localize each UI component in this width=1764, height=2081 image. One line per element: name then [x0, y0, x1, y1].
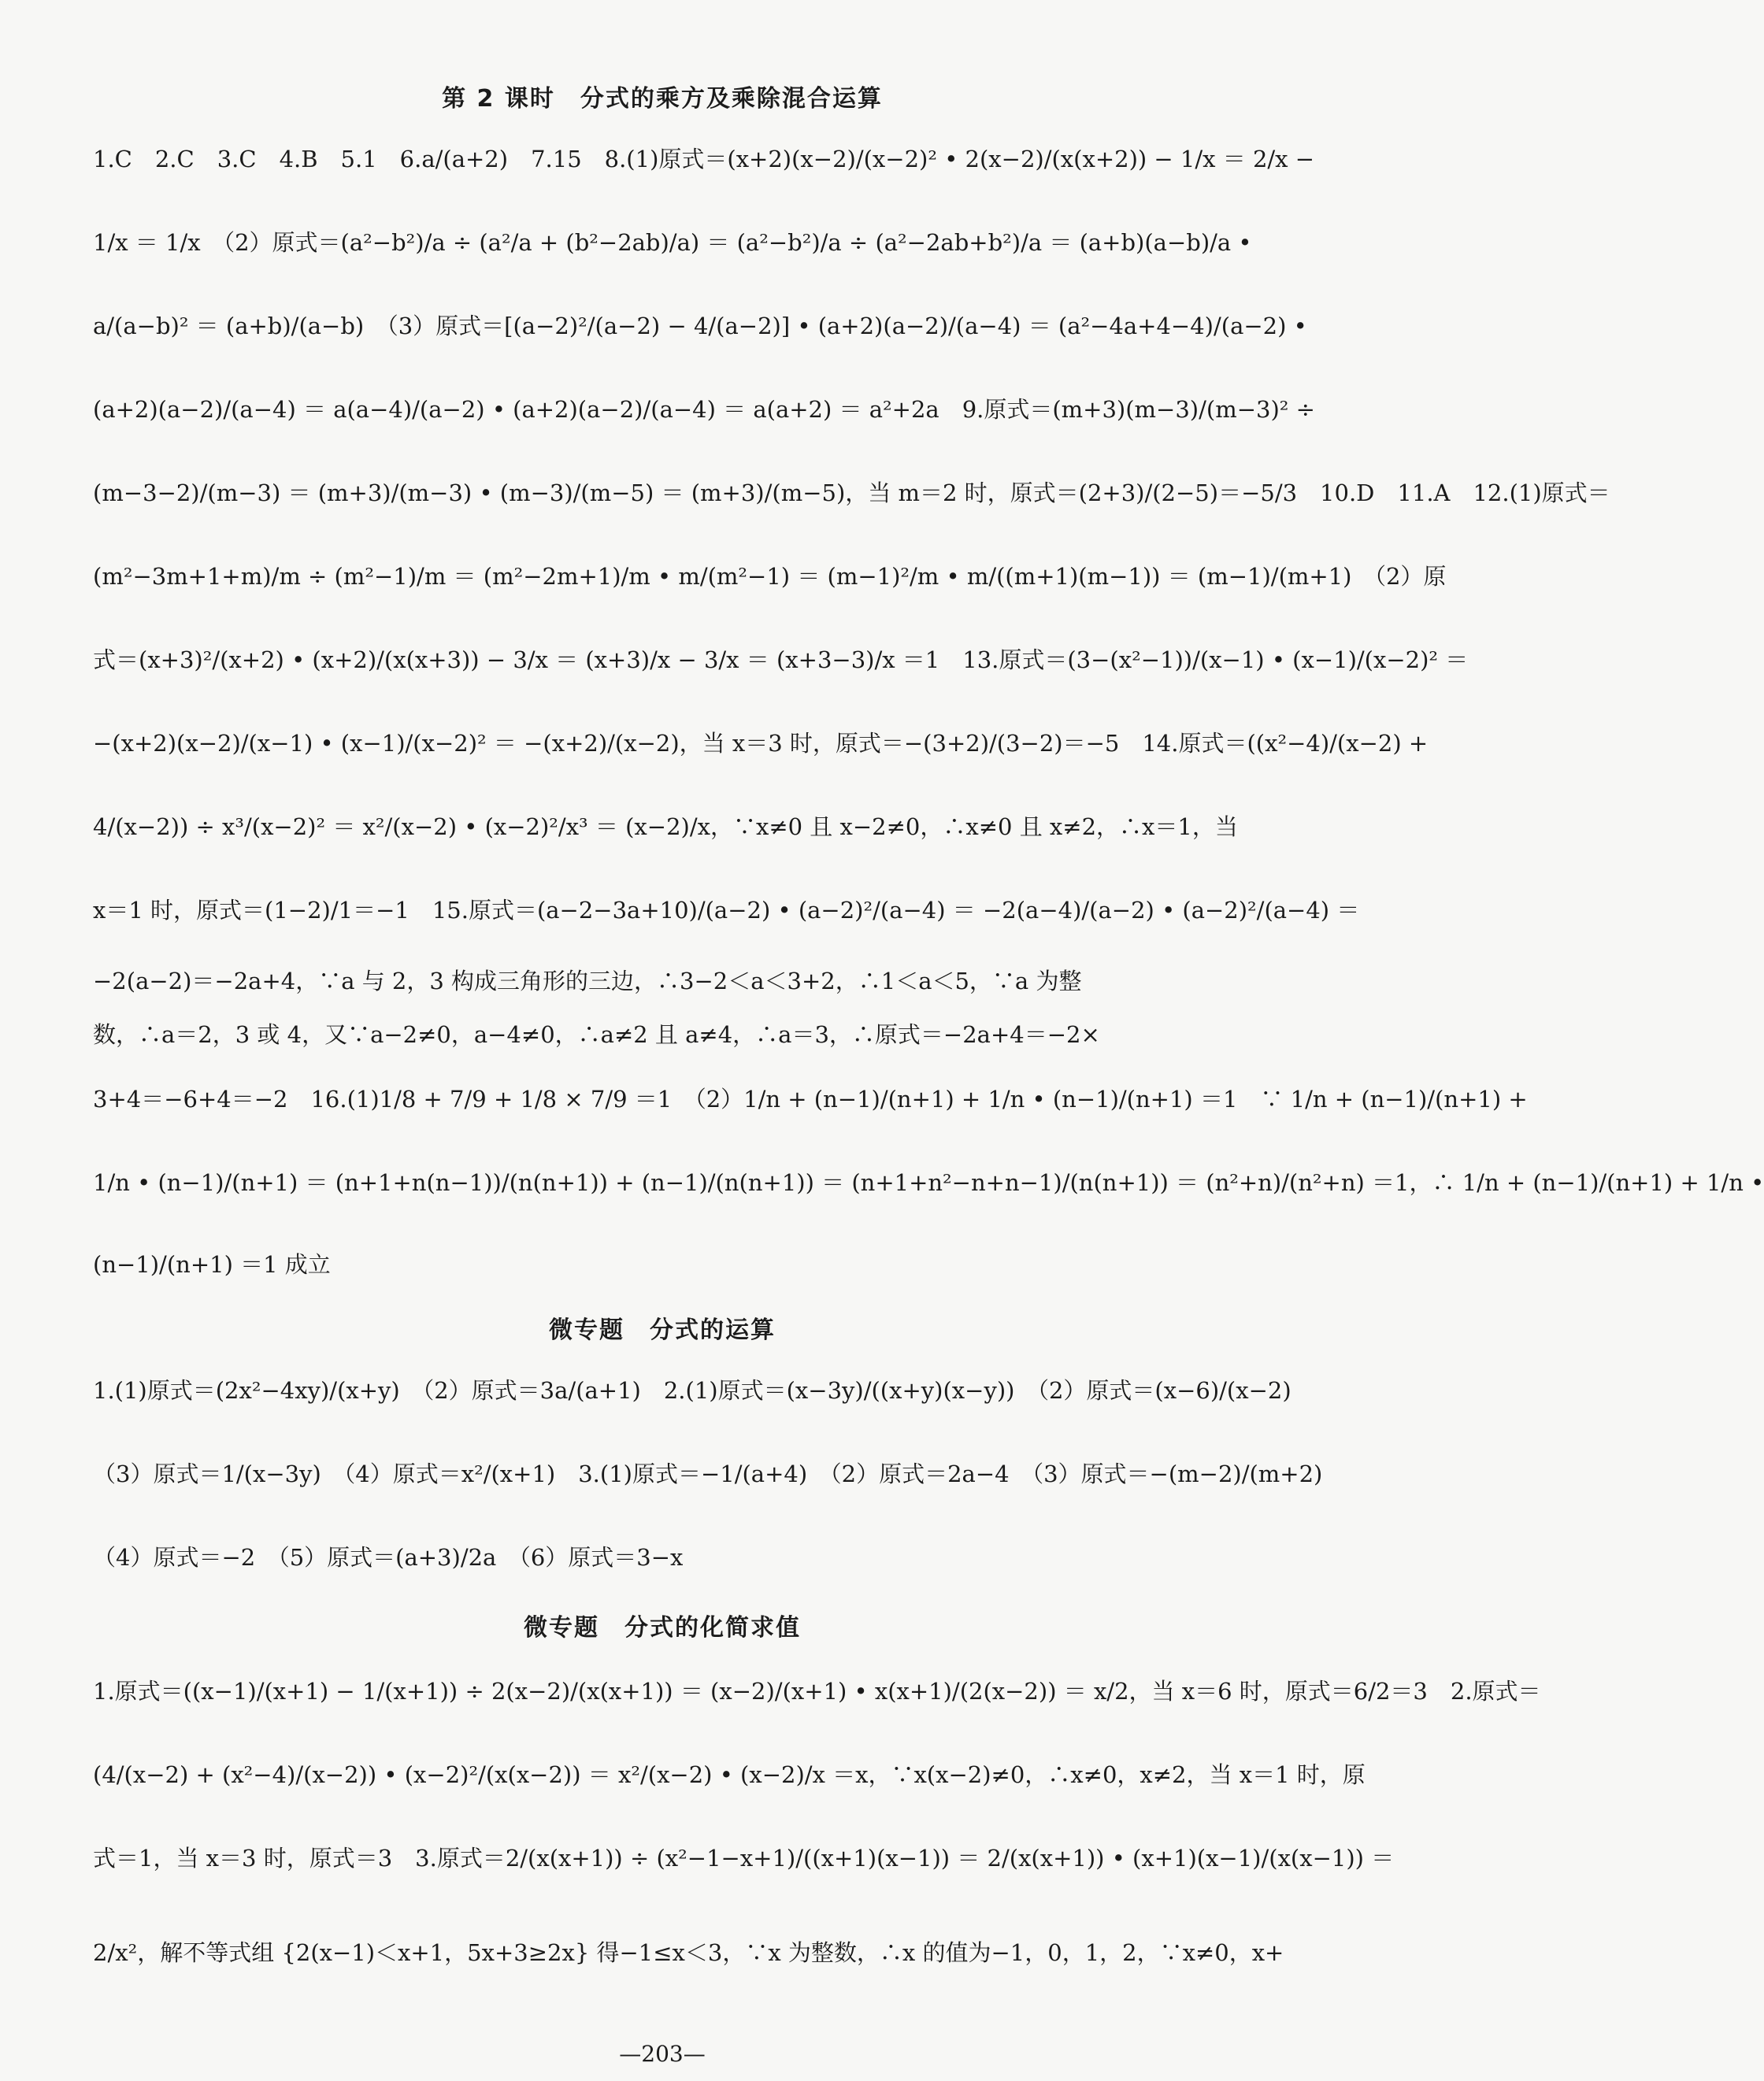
- section-title: 第 2 课时 分式的乘方及乘除混合运算: [442, 85, 883, 113]
- text-line: （3）原式＝1/(x−3y) （4）原式＝x²/(x+1) 3.(1)原式＝−1/(a+4) （2）原式＝2a−4 （3）原式＝−(m−2)/(m+2): [93, 1461, 1323, 1487]
- section-title: 微专题 分式的化简求值: [524, 1614, 801, 1642]
- text-line: 数，∴a＝2，3 或 4，又∵a−2≠0，a−4≠0，∴a≠2 且 a≠4，∴a＝3，∴原式＝−2a+4＝−2×: [93, 1021, 1100, 1048]
- text-line: 式＝(x+3)²/(x+2) • (x+2)/(x(x+3)) − 3/x ＝ (x+3)/x − 3/x ＝ (x+3−3)/x ＝1 13.原式＝(3−(x²−1))/(x−1) • (x−1)/(x−2)² ＝: [93, 646, 1469, 673]
- text-line: 式＝1，当 x＝3 时，原式＝3 3.原式＝2/(x(x+1)) ÷ (x²−1−x+1)/((x+1)(x−1)) ＝ 2/(x(x+1)) • (x+1)(x−1)/(x(x−1)) ＝: [93, 1845, 1395, 1872]
- text-line: 1/n • (n−1)/(n+1) ＝ (n+1+n(n−1))/(n(n+1)) + (n−1)/(n(n+1)) ＝ (n+1+n²−n+n−1)/(n(n+1)) ＝ (n²+n)/(n²+n) ＝1，∴ 1/n + (n−1)/(n+1) + 1/n •: [93, 1169, 1764, 1196]
- text-line: 1.C 2.C 3.C 4.B 5.1 6.a/(a+2) 7.15 8.(1)原式＝(x+2)(x−2)/(x−2)² • 2(x−2)/(x(x+2)) − 1/x ＝ 2/x −: [93, 146, 1315, 172]
- text-line: 4/(x−2)) ÷ x³/(x−2)² ＝ x²/(x−2) • (x−2)²/x³ ＝ (x−2)/x，∵x≠0 且 x−2≠0，∴x≠0 且 x≠2，∴x＝1，当: [93, 813, 1238, 840]
- section-title: 微专题 分式的运算: [549, 1316, 776, 1344]
- text-line: （4）原式＝−2 （5）原式＝(a+3)/2a （6）原式＝3−x: [93, 1544, 684, 1571]
- text-line: (a+2)(a−2)/(a−4) ＝ a(a−4)/(a−2) • (a+2)(a−2)/(a−4) ＝ a(a+2) ＝ a²+2a 9.原式＝(m+3)(m−3)/(m−3)² ÷: [93, 396, 1315, 423]
- text-line: a/(a−b)² ＝ (a+b)/(a−b) （3）原式＝[(a−2)²/(a−2) − 4/(a−2)] • (a+2)(a−2)/(a−4) ＝ (a²−4a+4−4)/(a−2) •: [93, 313, 1307, 339]
- text-line: (4/(x−2) + (x²−4)/(x−2)) • (x−2)²/(x(x−2)) ＝ x²/(x−2) • (x−2)/x ＝x，∵x(x−2)≠0，∴x≠0，x≠2，当 x＝1 时，原: [93, 1761, 1366, 1788]
- text-line: 1/x ＝ 1/x （2）原式＝(a²−b²)/a ÷ (a²/a + (b²−2ab)/a) ＝ (a²−b²)/a ÷ (a²−2ab+b²)/a ＝ (a+b)(a−b)/a •: [93, 229, 1252, 256]
- text-line: (n−1)/(n+1) ＝1 成立: [93, 1251, 331, 1278]
- text-line: −2(a−2)＝−2a+4，∵a 与 2，3 构成三角形的三边，∴3−2＜a＜3+2，∴1＜a＜5，∵a 为整: [93, 968, 1082, 994]
- text-line: 3+4＝−6+4＝−2 16.(1)1/8 + 7/9 + 1/8 × 7/9 ＝1 （2）1/n + (n−1)/(n+1) + 1/n • (n−1)/(n+1) ＝1 ∵ 1/n + (n−1)/(n+1) +: [93, 1086, 1528, 1113]
- text-line: (m−3−2)/(m−3) ＝ (m+3)/(m−3) • (m−3)/(m−5) ＝ (m+3)/(m−5)，当 m＝2 时，原式＝(2+3)/(2−5)＝−5/3 10.D 11.A 12.(1)原式＝: [93, 480, 1610, 506]
- text-line: 1.原式＝((x−1)/(x+1) − 1/(x+1)) ÷ 2(x−2)/(x(x+1)) ＝ (x−2)/(x+1) • x(x+1)/(2(x−2)) ＝ x/2，当 x＝6 时，原式＝6/2＝3 2.原式＝: [93, 1678, 1541, 1705]
- text-line: (m²−3m+1+m)/m ÷ (m²−1)/m ＝ (m²−2m+1)/m • m/(m²−1) ＝ (m−1)²/m • m/((m+1)(m−1)) ＝ (m−1)/(m+1) （2）原: [93, 563, 1447, 590]
- page-number: —203—: [619, 2041, 706, 2067]
- text-line: −(x+2)(x−2)/(x−1) • (x−1)/(x−2)² ＝ −(x+2)/(x−2)，当 x＝3 时，原式＝−(3+2)/(3−2)＝−5 14.原式＝((x²−4)/(x−2) +: [93, 730, 1429, 757]
- text-line: 2/x²，解不等式组 {2(x−1)＜x+1，5x+3≥2x} 得−1≤x＜3，∵x 为整数，∴x 的值为−1，0，1，2，∵x≠0，x+: [93, 1939, 1284, 1966]
- text-line: x＝1 时，原式＝(1−2)/1＝−1 15.原式＝(a−2−3a+10)/(a−2) • (a−2)²/(a−4) ＝ −2(a−4)/(a−2) • (a−2)²/(a−4) ＝: [93, 897, 1360, 924]
- text-line: 1.(1)原式＝(2x²−4xy)/(x+y) （2）原式＝3a/(a+1) 2.(1)原式＝(x−3y)/((x+y)(x−y)) （2）原式＝(x−6)/(x−2): [93, 1377, 1292, 1404]
